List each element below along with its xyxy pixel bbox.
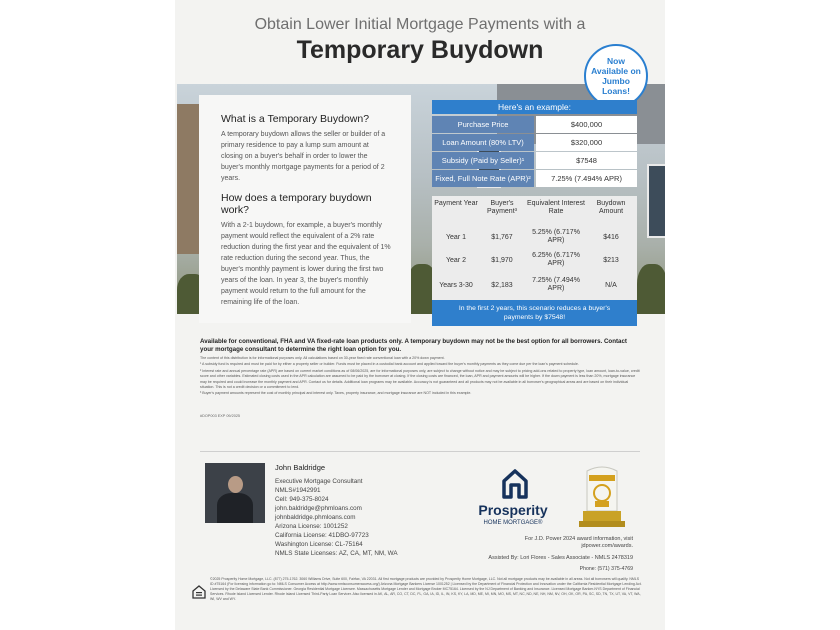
- what-is-heading: What is a Temporary Buydown?: [221, 113, 370, 125]
- table-cell: 5.25% (6.717% APR): [532, 229, 580, 244]
- example-row: [432, 152, 637, 169]
- example-row: [432, 134, 637, 151]
- footnote: The content of this distribution is for informational purposes only. All calculations based on 30-year fixed rate conventional loan with a 20% down payment.: [200, 356, 445, 360]
- contact-website[interactable]: johnbaldridge.phmloans.com: [275, 514, 356, 521]
- header-title: Temporary Buydown: [296, 36, 544, 64]
- example-row-label: Subsidy (Paid by Seller)¹: [432, 152, 534, 169]
- footnotes: [200, 356, 640, 398]
- contact-state-licenses: NMLS State Licenses: AZ, CA, MT, NM, WA: [275, 550, 398, 557]
- example-title: Here's an example:: [432, 100, 637, 114]
- logo-name: Prosperity: [478, 502, 548, 518]
- example-row: [432, 170, 637, 187]
- equal-housing-icon: [192, 585, 206, 604]
- example-panel: [432, 100, 637, 325]
- award-text: For J.D. Power 2024 award information, visit jdpower.com/awards.: [524, 536, 633, 549]
- contact-nmls: NMLS#1942991: [275, 487, 321, 494]
- how-works-heading: How does a temporary buydown work?: [221, 192, 372, 216]
- example-row-value: $400,000: [536, 116, 637, 133]
- table-cell: 7.25% (7.494% APR): [532, 277, 580, 292]
- consultant-photo: [205, 463, 265, 523]
- contact-block: [275, 463, 455, 558]
- table-cell: $416: [603, 234, 619, 241]
- table-cell: Year 2: [446, 257, 466, 264]
- divider: [200, 451, 640, 452]
- example-row-value: $7548: [536, 152, 637, 169]
- how-works-text: With a 2-1 buydown, for example, a buyer's monthly payment would reflect the equivalent of a 2% rate reduction during the first year and the equivalent of 1% rate reduction during the second year. Thus, the buyer's monthly payment is lower during the first two years of the loan. In year 3, the buyer's monthly payment would return to the full amount for the remaining life of the loan.: [221, 222, 391, 306]
- table-header: Payment Year: [434, 200, 478, 207]
- table-header: Equivalent Interest Rate: [527, 200, 585, 215]
- table-cell: $1,970: [491, 257, 513, 264]
- table-cell: $213: [603, 257, 619, 264]
- table-cell: Year 1: [446, 234, 466, 241]
- table-cell: $2,183: [491, 282, 513, 289]
- footnote: ² Interest rate and annual percentage rate (APR) are based on current market conditions as of 08/06/2025, are for informational purposes only, are subject to change without notice and may be subject to pricing add-ons related to property type, loan amount, loan-to-value, credit score and other variables. Estimated closing costs used in the APR calculation are assumed to be paid by the borrower at closing. If the closing costs are financed, the loan, APR and payment amounts will be higher. If the down payment is less than 20%, mortgage insurance may be required and could increase the monthly payment and APR. Contact us for details. Additional loan programs may be available. Accuracy is not guaranteed and all products may not be available in all borrower's geographical areas and are based on their individual situation. This is not a credit decision or a commitment to lend.: [200, 368, 640, 390]
- prosperity-logo-icon: [500, 467, 530, 504]
- document-code: #DOP003 EXP 09/2025: [200, 414, 241, 418]
- example-row-label: Purchase Price: [432, 116, 534, 133]
- info-panel: [199, 95, 411, 323]
- badge-text: Now Available on Jumbo Loans!: [591, 56, 641, 96]
- contact-title: Executive Mortgage Consultant: [275, 478, 363, 485]
- jd-power-award-icon: [577, 465, 627, 529]
- footnote: ³ Buyer's payment amounts represent the cost of monthly principal and interest only. Taxes, property insurance, and mortgage insurance are NOT included in this example.: [200, 391, 472, 396]
- contact-license-wa: Washington License: CL-75164: [275, 541, 363, 548]
- phone-number: Phone: (571) 375-4769: [579, 566, 633, 572]
- flyer-page: [175, 0, 665, 630]
- what-is-text: A temporary buydown allows the seller or builder of a primary residence to pay a lump sum amount at closing on a buyer's behalf in order to lower the buyer's monthly mortgage payments for a period of 2 years.: [221, 131, 386, 182]
- jumbo-loans-badge: [584, 44, 648, 108]
- logo-subtitle: HOME MORTGAGE®: [483, 520, 543, 526]
- buydown-table: [432, 196, 637, 310]
- legal-disclaimer: ©2025 Prosperity Home Mortgage, LLC. (877) 275-1762. 3060 Williams Drive, Suite 600, Fairfax, VA 22031. All first mortgage products are provided by Prosperity Home Mortgage, LLC. Not all mortgage products may be available in all areas. Not all borrowers will qualify. NMLS ID #75164 (For licensing information go to: NMLS Consumer Access at http://www.nmlsconsumeraccess.org/) Arizona Mortgage Bankers License 1001252 | Licensed by the Department of Financial Protection and Innovation under the California Residential Mortgage Lending Act. Licensed by the Delaware State Bank Commissioner. Georgia Residential Mortgage Licensee. Massachusetts Mortgage Lender and Mortgage Broker MC75164. Licensed by the NJ Department of Banking and Insurance. Licensed Mortgage Banker-NYS Department of Financial Services. Rhode Island Licensed Lender. Rhode Island Licensed Third-Party Loan Servicer. Also licensed in AK, AL, AR, CO, CT, DC, FL, GA, IA, ID, IL, IN, KS, KY, LA, MD, ME, MI, MN, MO, MS, MT, NC, ND, NE, NH, NM, NV, OH, OK, OR, PA, SC, SD, TN, TX, UT, VA, VT, WA, WI, WV and WY.: [210, 577, 642, 601]
- table-cell: N/A: [605, 282, 617, 289]
- contact-email[interactable]: john.baldridge@phmloans.com: [275, 505, 362, 512]
- example-row-label: Fixed, Full Note Rate (APR)²: [432, 170, 534, 187]
- table-header: Buyer's Payment³: [487, 200, 517, 215]
- assisted-by: Assisted By: Lori Flores - Sales Associate - NMLS 2478319: [488, 555, 633, 561]
- contact-license-ca: California License: 41DBO-97723: [275, 532, 369, 539]
- summary-text: In the first 2 years, this scenario reduces a buyer's payments by $7548!: [458, 305, 611, 321]
- contact-name: John Baldridge: [275, 463, 326, 472]
- table-cell: $1,767: [491, 234, 513, 241]
- table-header: Buydown Amount: [596, 200, 626, 215]
- example-row-value: $320,000: [536, 134, 637, 151]
- example-row-label: Loan Amount (80% LTV): [432, 134, 534, 151]
- availability-statement: Available for conventional, FHA and VA fixed-rate loan products only. A temporary buydown may not be the best option for all borrowers. Contact your mortgage consultant to determine the right loan option for you.: [200, 338, 627, 353]
- table-cell: 6.25% (6.717% APR): [532, 252, 580, 267]
- contact-license-az: Arizona License: 1001252: [275, 523, 348, 530]
- contact-cell: Cell: 949-375-8024: [275, 496, 329, 503]
- example-row: [432, 116, 637, 133]
- footnote: ¹ A subsidy fund is required and must be paid for by either a property seller or builder. Funds must be placed in a custodial bank account and applied toward the buyer's monthly payments as they come due per the loan's payment schedule.: [200, 362, 579, 367]
- header-subtitle: Obtain Lower Initial Mortgage Payments with a: [254, 16, 586, 33]
- summary-bar: [432, 300, 637, 326]
- example-row-value: 7.25% (7.494% APR): [536, 170, 637, 187]
- table-cell: Years 3-30: [439, 282, 473, 289]
